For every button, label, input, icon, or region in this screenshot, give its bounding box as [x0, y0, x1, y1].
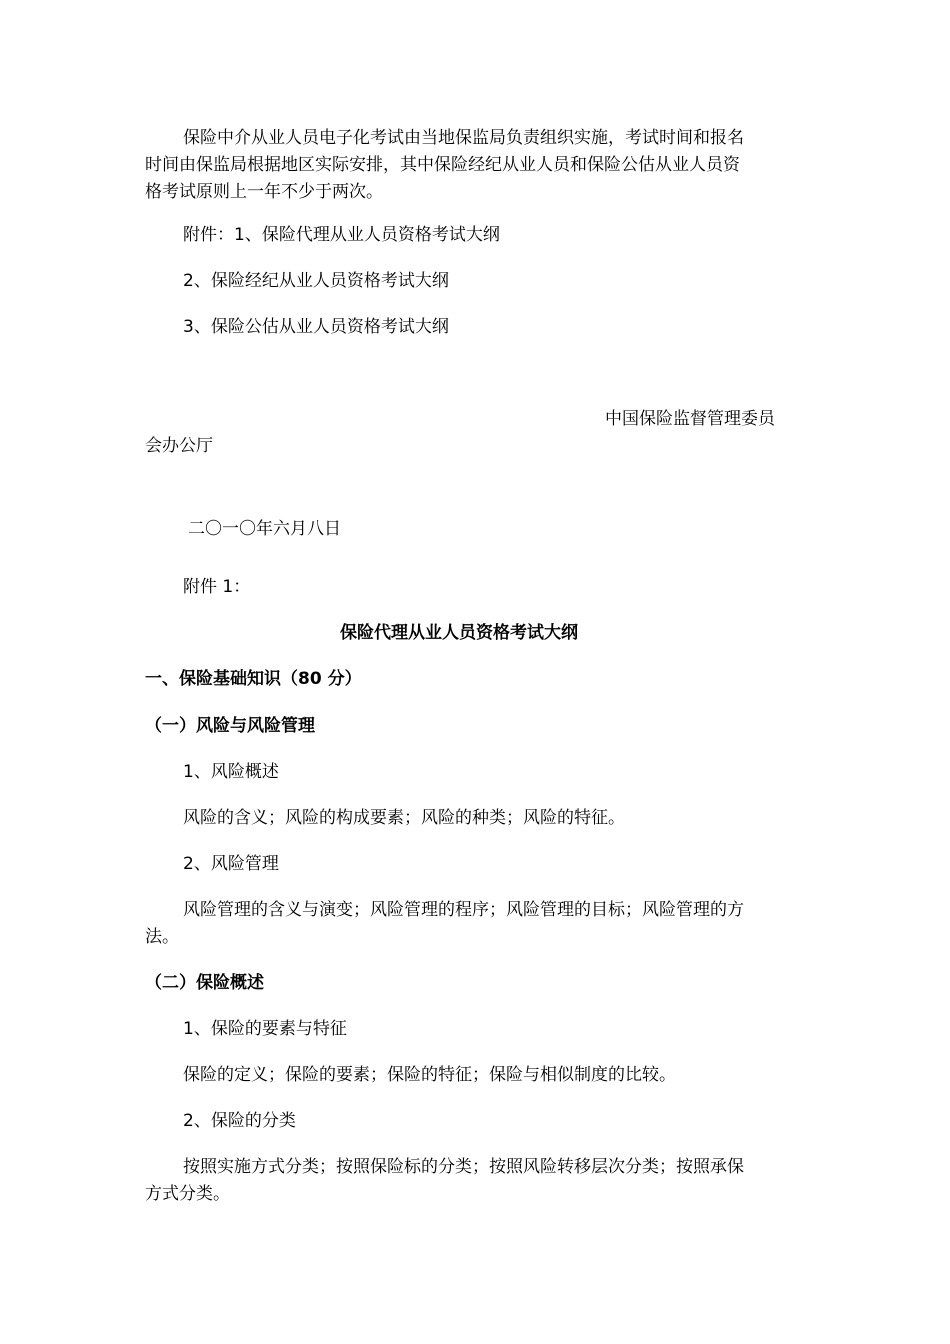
section-2-item-1-title: 1、保险的要素与特征 [183, 1019, 347, 1039]
signature-date: 二〇一〇年六月八日 [188, 519, 341, 539]
attachment-list-item-3: 3、保险公估从业人员资格考试大纲 [183, 317, 449, 337]
attachment-1-label: 附件 1： [183, 577, 251, 597]
attachment-list-item-2: 2、保险经纪从业人员资格考试大纲 [183, 271, 449, 291]
section-1-item-1-body: 风险的含义；风险的构成要素；风险的种类；风险的特征。 [183, 808, 625, 828]
section-1-item-2-body-line-2: 法。 [145, 927, 179, 947]
intro-paragraph-line-2: 时间由保监局根据地区实际安排，其中保险经纪从业人员和保险公估从业人员资 [145, 155, 740, 175]
section-2-item-1-body: 保险的定义；保险的要素；保险的特征；保险与相似制度的比较。 [183, 1065, 676, 1085]
attachment-1-title: 保险代理从业人员资格考试大纲 [340, 623, 578, 643]
intro-paragraph-line-1: 保险中介从业人员电子化考试由当地保监局负责组织实施，考试时间和报名 [183, 128, 744, 148]
section-1-heading: （一）风险与风险管理 [145, 716, 315, 736]
section-2-item-2-body-line-2: 方式分类。 [145, 1184, 230, 1204]
section-1-item-2-body-line-1: 风险管理的含义与演变；风险管理的程序；风险管理的目标；风险管理的方 [183, 900, 744, 920]
attachment-list-item-1: 附件：1、保险代理从业人员资格考试大纲 [183, 225, 500, 245]
section-1-item-1-title: 1、风险概述 [183, 762, 279, 782]
signature-org-line-1: 中国保险监督管理委员 [605, 409, 775, 429]
section-2-heading: （二）保险概述 [145, 973, 264, 993]
section-2-item-2-title: 2、保险的分类 [183, 1111, 296, 1131]
signature-org-line-2: 会办公厅 [145, 436, 213, 456]
part-1-heading: 一、保险基础知识（80 分） [145, 669, 362, 689]
section-1-item-2-title: 2、风险管理 [183, 854, 279, 874]
intro-paragraph-line-3: 格考试原则上一年不少于两次。 [145, 182, 383, 202]
section-2-item-2-body-line-1: 按照实施方式分类；按照保险标的分类；按照风险转移层次分类；按照承保 [183, 1157, 744, 1177]
